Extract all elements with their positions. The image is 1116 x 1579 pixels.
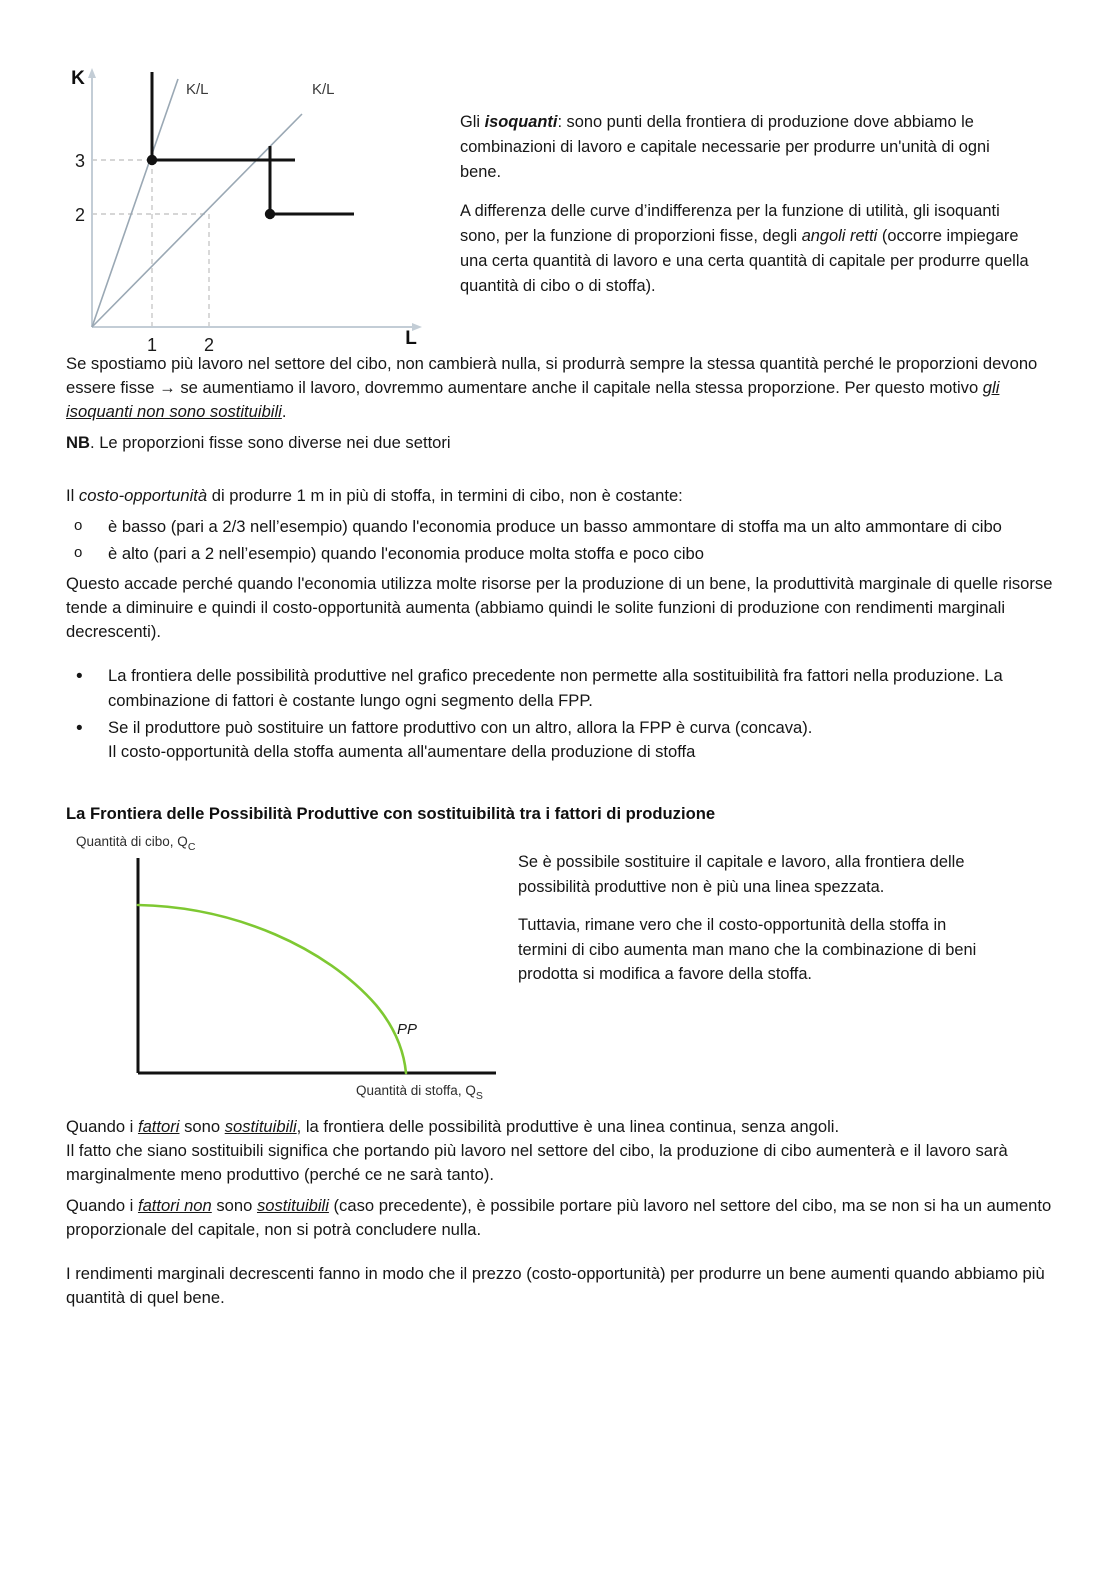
costo-opportunita-list xyxy=(66,515,1060,566)
y-tick-label-3: 3 xyxy=(74,151,86,171)
q2-mid: sono xyxy=(211,1195,257,1215)
kl-ray-label-steep: K/L xyxy=(186,81,209,98)
isoquant-corner-2 xyxy=(270,146,354,214)
costo-rest: di produrre 1 m in più di stoffa, in termini di cibo, non è costante: xyxy=(207,486,683,506)
paragraph-fattori-non-sostituibili xyxy=(66,1194,1060,1242)
q2-lead: Quando i xyxy=(66,1195,138,1215)
angoli-retti-emphasis: angoli retti xyxy=(801,226,878,245)
x-axis-title: L xyxy=(405,328,417,349)
spostiamo-tail: . xyxy=(281,402,287,422)
section-heading-fpp: La Frontiera delle Possibilità Produttive con sostituibilità tra i fattori di produzione xyxy=(66,803,716,823)
q1-line2: Il fatto che siano sostituibili significa che portando più lavoro nel settore del cibo, la produzione di cibo aumenterà e il lavoro sarà marginalmente meno produttivo (perché ce ne sarà tanto). xyxy=(66,1140,1008,1184)
list-item: o è basso (pari a 2/3 nell’esempio) quando l'economia produce un basso ammontare di stoffa ma un alto ammontare di cibo xyxy=(66,515,1060,539)
q1-lead: Quando i xyxy=(66,1116,138,1136)
nb-label: NB xyxy=(66,433,90,453)
list-item: • La frontiera delle possibilità produttive nel grafico precedente non permette alla sostituibilità fra fattori nella produzione. La combinazione di fattori è costante lungo ogni segmento della FPP. xyxy=(66,664,1060,712)
ppf-svg xyxy=(66,830,518,1115)
list-item xyxy=(66,716,1060,764)
isoquanti-emphasis: isoquanti xyxy=(484,113,558,131)
fpp-bullet-list xyxy=(66,664,1060,763)
spostiamo-lead: Se spostiamo più lavoro nel settore del cibo, non cambierà nulla, si produrrà sempre la stessa quantità perché le proporzioni devono essere fisse → se aumentiamo il lavoro, dovremmo aumentare anche il capitale nella stessa proporzione. Per questo motivo xyxy=(66,354,1038,398)
isoquant-section xyxy=(66,52,1060,352)
ppf-axes xyxy=(138,858,496,1073)
ppf-explanation xyxy=(518,830,1060,1001)
list-item: o è alto (pari a 2 nell’esempio) quando l'economia produce molta stoffa e poco cibo xyxy=(66,542,1060,566)
isoquanti-lead: Gli xyxy=(460,113,485,131)
spacer xyxy=(66,651,1060,664)
isoquant-explanation xyxy=(446,52,1060,313)
list-item-line-2: Il costo-opportunità della stoffa aumenta all'aumentare della produzione di stoffa xyxy=(108,741,696,761)
paragraph-nb xyxy=(66,431,1060,455)
ppf-chart xyxy=(66,830,518,1115)
ppf-x-axis-label: Quantità di stoffa, $Q_S$ xyxy=(356,1082,483,1102)
isoquant-1-vertex-dot xyxy=(147,155,157,165)
paragraph-isoquanti xyxy=(460,110,1032,185)
costo-opportunita-emphasis: costo-opportunità xyxy=(78,486,208,506)
spacer xyxy=(66,462,1060,484)
sostituibili-emphasis-2: sostituibili xyxy=(256,1195,329,1215)
y-axis-arrow xyxy=(88,68,96,78)
axes xyxy=(92,74,416,327)
paragraph-angoli-retti xyxy=(460,199,1032,299)
x-tick-label-1: 1 xyxy=(146,335,158,352)
paragraph-questo-accade: Questo accade perché quando l'economia utilizza molte risorse per la produzione di un bene, la produttività marginale di quelle risorse tende a diminuire e quindi il costo-opportunità aumenta (abbiamo quindi le solite funzioni di produzione con rendimenti marginali decrescenti). xyxy=(66,574,1053,642)
spacer xyxy=(66,770,1060,802)
fattori-non-emphasis: fattori non xyxy=(137,1195,212,1215)
ppf-section xyxy=(66,830,1060,1115)
paragraph-tuttavia: Tuttavia, rimane vero che il costo-opportunità della stoffa in termini di cibo aumenta man mano che la combinazione di beni prodotta si modifica a favore della stoffa. xyxy=(518,915,977,984)
isoquant-corner-1 xyxy=(152,72,295,160)
isoquanti-rest: : sono punti della frontiera di produzione dove abbiamo le combinazioni di lavoro e capitale necessarie per produrre un'unità di ogni bene. xyxy=(460,113,990,181)
guide-lines xyxy=(92,160,209,327)
kl-ray-steep xyxy=(92,79,178,327)
paragraph-costo-opportunita xyxy=(66,484,1060,508)
spacer xyxy=(66,1249,1060,1262)
q1-tail: , la frontiera delle possibilità produttive è una linea continua, senza angoli. xyxy=(296,1116,840,1136)
paragraph-fattori-sostituibili xyxy=(66,1115,1060,1187)
q1-mid: sono xyxy=(179,1116,225,1136)
costo-lead: Il xyxy=(66,486,79,506)
y-tick-label-2: 2 xyxy=(74,205,86,225)
paragraph-spostiamo-lavoro xyxy=(66,352,1060,424)
isoquant-chart xyxy=(66,52,446,352)
kl-ray-label-shallow: K/L xyxy=(312,81,335,98)
kl-ray-shallow xyxy=(92,114,302,327)
isoquant-svg xyxy=(66,52,446,352)
x-tick-label-2: 2 xyxy=(203,335,215,352)
y-axis-title: K xyxy=(71,68,85,89)
q2-tail: (caso precedente), è possibile portare più lavoro nel settore del cibo, ma se non si ha un aumento proporzionale del capitale, non si potrà concludere nulla. xyxy=(66,1195,1052,1239)
isoquant-2-vertex-dot xyxy=(265,209,275,219)
angoli-lead: A differenza delle curve d’indifferenza per la funzione di utilità, gli isoquanti sono, per la funzione di proporzioni fisse, degli xyxy=(460,201,1000,245)
ppf-curve xyxy=(138,905,406,1073)
fattori-emphasis-1: fattori xyxy=(137,1116,180,1136)
paragraph-sostituire-capitale: Se è possibile sostituire il capitale e lavoro, alla frontiera delle possibilità produttive non è più una linea spezzata. xyxy=(518,852,965,896)
sostituibili-emphasis-1: sostituibili xyxy=(224,1116,297,1136)
nb-rest: . Le proporzioni fisse sono diverse nei due settori xyxy=(89,433,451,453)
ppf-y-axis-label: Quantità di cibo, $Q_C$ xyxy=(76,833,196,853)
isoquanti-non-sostituibili-emphasis: gli isoquanti non sono sostituibili xyxy=(66,378,1000,422)
angoli-rest: (occorre impiegare una certa quantità di lavoro e una certa quantità di capitale per produrre quella quantità di cibo o di stoffa). xyxy=(460,226,1029,295)
list-item-line-1: Se il produttore può sostituire un fattore produttivo con un altro, allora la FPP è curva (concava). xyxy=(108,717,813,737)
ppf-curve-label: PP xyxy=(397,1020,418,1038)
paragraph-rendimenti-marginali: I rendimenti marginali decrescenti fanno in modo che il prezzo (costo-opportunità) per produrre un bene aumenti quando abbiamo più quantità di quel bene. xyxy=(66,1263,1045,1307)
